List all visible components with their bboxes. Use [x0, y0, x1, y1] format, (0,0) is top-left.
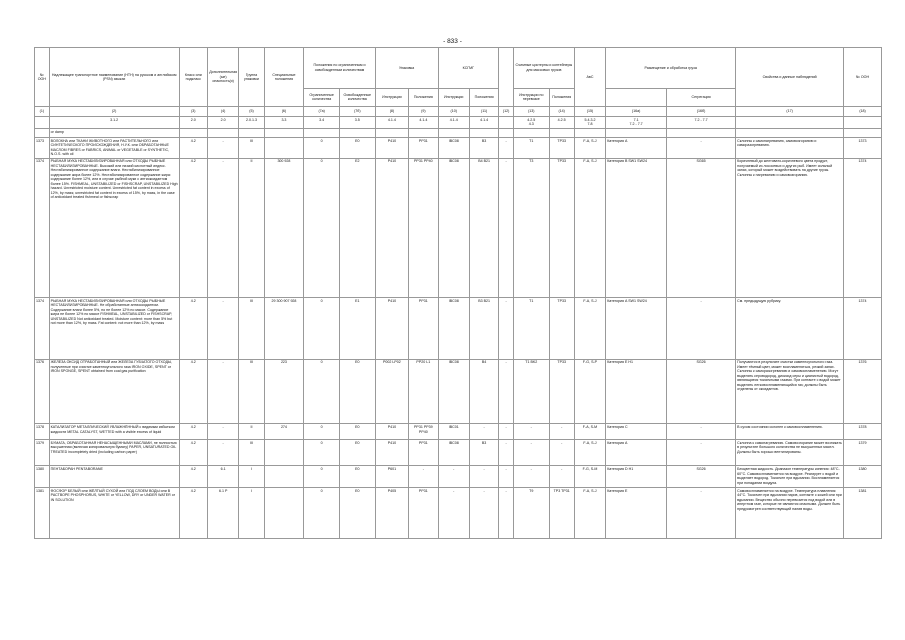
- cell-sub: 6.1 P: [207, 488, 238, 539]
- header-ibc: КСГМГ: [438, 48, 499, 89]
- cell-pi: P410: [375, 439, 409, 466]
- header-tanks: Съемные цистерны и контейнеры для массовых грузов: [513, 48, 574, 89]
- table-row: [35, 137, 882, 158]
- cell-sub: 6.1: [207, 466, 238, 488]
- cell-ems: F-A, S-J: [574, 158, 605, 298]
- col-num: (3): [179, 107, 207, 117]
- col-num: (10): [438, 107, 469, 117]
- cell-sub: -: [207, 158, 238, 298]
- header-name: Надлежащее транспортное наименование (НТН) на русском и английском (PSN) языках: [49, 48, 179, 107]
- cell-seg: -: [666, 298, 735, 360]
- cell-tp: TP33: [549, 137, 574, 158]
- cell-pi: [375, 129, 409, 138]
- cell-cls: 4.2: [179, 137, 207, 158]
- cell-prop: Склонны к самонагреванию, самовозгоранию и саморазогреванию.: [736, 137, 844, 158]
- cell-un2: [844, 129, 882, 138]
- cell-stow: Категория A: [606, 439, 667, 466]
- cell-ems: F-G, S-P: [574, 359, 605, 424]
- cell-sub: -: [207, 424, 238, 440]
- cell-name: РЫБНАЯ МУКА НЕСТАБИЛИЗИРОВАННАЯ или ОТХОДЫ РЫБНЫЕ НЕСТАБИЛИЗИРОВАННЫЕ. Высокий или низкий кислотный индекс. Нестабилизированное содержание влаги. Нестабилизированное содержание жира более 12%. Нестабилизированное содержание жира: содержание более 12%, или в случае рыбной муки с антиоксидантом более 15%. FISHMEAL, UNSTABILIZED or FISHSCRAP, UNSTABILIZED High hazard. Unrestricted moisture content. Unrestricted fat content in excess of 12%, by mass; unrestricted fat content in excess of 15%, by mass, in the case of antioxidant treated fishmeal or fishscrap: [49, 158, 179, 298]
- cell-eq: E0: [339, 439, 375, 466]
- cell-stow: Категория E: [606, 488, 667, 539]
- header-ibc-instructions: Инструкции: [438, 88, 469, 107]
- table-row: [35, 359, 882, 424]
- cell-un: 1381: [35, 488, 50, 539]
- cell-name: ВОЛОКНА или ТКАНИ ЖИВОТНОГО или РАСТИТЕЛЬНОГО или СИНТЕТИЧЕСКОГО ПРОИСХОЖДЕНИЯ, Н.У.К. или ОБРАБОТАННЫЕ МАСЛОМ FIBRES or FABRICS, ANIMAL or VEGETABLE or SYNTHETIC, N.O.S. with oil: [49, 137, 179, 158]
- header-stowage: Размещение и обработка груза: [606, 48, 736, 89]
- cell-ti: [513, 129, 549, 138]
- cell-sub: -: [207, 137, 238, 158]
- cell-ti: T3: [513, 158, 549, 298]
- cell-seg: -: [666, 439, 735, 466]
- cell-sp: [264, 466, 304, 488]
- cell-pi: P410: [375, 298, 409, 360]
- cell-pp: [409, 129, 438, 138]
- cell-sp: [264, 137, 304, 158]
- cell-seg: SG26: [666, 359, 735, 424]
- cell-un: [35, 129, 50, 138]
- table-row: [35, 424, 882, 440]
- ref-cell: 3.1.2: [49, 116, 179, 129]
- cell-lq: [304, 129, 340, 138]
- cell-ems: F-G, S-M: [574, 466, 605, 488]
- cell-ibci: IBC08: [438, 298, 469, 360]
- header-un-no-right: № ООН: [844, 48, 882, 107]
- cell-ems: F-A, S-J: [574, 137, 605, 158]
- column-numbers-row: [35, 107, 882, 117]
- cell-ibci: IBC08: [438, 439, 469, 466]
- cell-pi: P405: [375, 488, 409, 539]
- cell-c12: -: [499, 359, 514, 424]
- col-num: (18): [844, 107, 882, 117]
- table-row: [35, 129, 882, 138]
- cell-ibci: IBC08: [438, 137, 469, 158]
- cell-pp: PP31: [409, 298, 438, 360]
- ref-cell: 3.4: [304, 116, 340, 129]
- cell-un: 1378: [35, 424, 50, 440]
- cell-pi: P410: [375, 424, 409, 440]
- cell-ibcp: -: [469, 424, 498, 440]
- cell-cls: [179, 129, 207, 138]
- cell-tp: TP3 TP31: [549, 488, 574, 539]
- cell-un2: 1374: [844, 298, 882, 360]
- cell-seg: -: [666, 137, 735, 158]
- cell-tp: -: [549, 466, 574, 488]
- col-num: (4): [207, 107, 238, 117]
- cell-eq: E0: [339, 466, 375, 488]
- header-pack-instructions: Инструкции: [375, 88, 409, 107]
- cell-pg: III: [239, 298, 264, 360]
- cell-lq: 0: [304, 359, 340, 424]
- cell-stow: Категория A SW1 SW24: [606, 298, 667, 360]
- cell-seg: -: [666, 488, 735, 539]
- cell-c12: -: [499, 439, 514, 466]
- cell-lq: 0: [304, 439, 340, 466]
- cell-stow: Категория E H1: [606, 359, 667, 424]
- cell-pg: [239, 129, 264, 138]
- dangerous-goods-table: [34, 47, 882, 539]
- cell-prop: [736, 129, 844, 138]
- header-special-provisions: Специальные положения: [264, 48, 304, 107]
- ref-cell: 4.2.5: [549, 116, 574, 129]
- cell-ti: -: [513, 466, 549, 488]
- ref-cell: 4.1.4: [438, 116, 469, 129]
- cell-un2: 1379: [844, 439, 882, 466]
- col-num: (13): [513, 107, 549, 117]
- cell-sp: [264, 439, 304, 466]
- col-num: (15): [574, 107, 605, 117]
- cell-ti: T1: [513, 137, 549, 158]
- cell-pg: II: [239, 158, 264, 298]
- cell-c12: -: [499, 424, 514, 440]
- cell-pp: PP31 PP40: [409, 158, 438, 298]
- cell-cls: 4.2: [179, 466, 207, 488]
- ref-cell: 4.1.4: [409, 116, 438, 129]
- cell-prop: В сухом состоянии склонен к самовоспламенению.: [736, 424, 844, 440]
- ref-cell: 4.1.4: [375, 116, 409, 129]
- ref-cell: 7.1 7.2 - 7.7: [606, 116, 667, 129]
- page-number: - 833 -: [443, 38, 462, 45]
- cell-eq: E0: [339, 424, 375, 440]
- header-stowage-16a: [606, 88, 667, 107]
- header-packaging: Упаковка: [375, 48, 438, 89]
- cell-ibci: IBC01: [438, 424, 469, 440]
- cell-eq: E1: [339, 298, 375, 360]
- header-segregation: Сегрегация: [666, 88, 735, 107]
- cell-name: ЖЕЛЕЗА ОКСИД ОТРАБОТАННЫЙ или ЖЕЛЕЗА ГУБЧАТОГО ОТХОДЫ, полученные при очистке каменноугольного газа IRON OXIDE, SPENT or IRON SPONGE, SPENT obtained from coal gas purification: [49, 359, 179, 424]
- cell-pi: P002 LP02: [375, 359, 409, 424]
- cell-c12: -: [499, 466, 514, 488]
- header-ems: АвС: [574, 48, 605, 107]
- col-num: (16б): [666, 107, 735, 117]
- cell-cls: 4.2: [179, 158, 207, 298]
- cell-prop: Бесцветная жидкость. Диапазон температуры кипения: 48°C-60°C. Самовоспламеняется на воздухе. Реагирует с водой и выделяет водород. Токсичен при вдыхании. Воспламеняется при попадании воздуха.: [736, 466, 844, 488]
- ref-cell: 2.0: [207, 116, 238, 129]
- cell-c12: -: [499, 158, 514, 298]
- cell-un2: 1373: [844, 137, 882, 158]
- cell-pi: P410: [375, 137, 409, 158]
- header-pack-group: Группа упаковки: [239, 48, 264, 107]
- cell-eq: E0: [339, 359, 375, 424]
- col-num: (9): [409, 107, 438, 117]
- header-tank-provisions: Положения: [549, 88, 574, 107]
- col-num: (17): [736, 107, 844, 117]
- cell-ibci: IBC08: [438, 359, 469, 424]
- cell-lq: 0: [304, 158, 340, 298]
- header-properties: Свойства и данные наблюдений: [736, 48, 844, 107]
- cell-tp: [549, 129, 574, 138]
- cell-ibci: [438, 129, 469, 138]
- cell-pg: III: [239, 359, 264, 424]
- cell-ibcp: B3 B21: [469, 298, 498, 360]
- col-num: (11): [469, 107, 498, 117]
- col-num: (2): [49, 107, 179, 117]
- cell-name: БУМАГА, ОБРАБОТАННАЯ НЕНАСЫЩЕННЫМИ МАСЛАМИ, не полностью высушенная (включая копировальную бумагу) PAPER, UNSATURATED OIL TREATED incompletely dried (including carbon paper): [49, 439, 179, 466]
- cell-un: 1379: [35, 439, 50, 466]
- cell-pg: III: [239, 439, 264, 466]
- cell-un: 1374: [35, 158, 50, 298]
- cell-tp: -: [549, 424, 574, 440]
- cell-prop: Коричневый до желтовато-коричневого цвета продукт, получаемый из лососевых и других рыб. Имеет сильный запах, который может воздействовать на другие грузы. Склонны к нагреванию и самовозгоранию.: [736, 158, 844, 298]
- cell-sub: -: [207, 359, 238, 424]
- col-num: (7a): [304, 107, 340, 117]
- cell-prop: См. предыдущую рубрику.: [736, 298, 844, 360]
- ref-cell: 3.5: [339, 116, 375, 129]
- cell-name: КАТАЛИЗАТОР МЕТАЛЛИЧЕСКИЙ УВЛАЖНЁННЫЙ с видимым избытком жидкости METAL CATALYST, WETTED with a visible excess of liquid: [49, 424, 179, 440]
- cell-seg: [666, 129, 735, 138]
- cell-lq: 0: [304, 298, 340, 360]
- cell-prop: Склонна к самонагреванию. Самовозгорание может возникать в результате большого количества не высушенных масел. Должны быть хорошо вентилированы.: [736, 439, 844, 466]
- cell-sp: [264, 488, 304, 539]
- ref-cell: 7.2 - 7.7: [666, 116, 735, 129]
- cell-ti: -: [513, 424, 549, 440]
- col-num: (14): [549, 107, 574, 117]
- cell-cls: 4.2: [179, 424, 207, 440]
- cell-stow: Категория D H1: [606, 466, 667, 488]
- cell-pg: I: [239, 488, 264, 539]
- cell-cls: 4.2: [179, 488, 207, 539]
- ref-cell: 3.3: [264, 116, 304, 129]
- cell-ibci: -: [438, 466, 469, 488]
- cell-lq: 0: [304, 137, 340, 158]
- col-num: (1): [35, 107, 50, 117]
- header-ibc-provisions: Положения: [469, 88, 498, 107]
- cell-ti: T1 BK2: [513, 359, 549, 424]
- cell-ibcp: B4: [469, 359, 498, 424]
- cell-seg: SG65: [666, 158, 735, 298]
- cell-un: 1373: [35, 137, 50, 158]
- cell-ti: -: [513, 439, 549, 466]
- col-num: (7б): [339, 107, 375, 117]
- cell-stow: Категория A: [606, 137, 667, 158]
- cell-cls: 4.2: [179, 439, 207, 466]
- cell-lq: 0: [304, 424, 340, 440]
- cell-pi: P410: [375, 158, 409, 298]
- cell-seg: SG26: [666, 466, 735, 488]
- table-row: [35, 488, 882, 539]
- cell-ibcp: B3: [469, 439, 498, 466]
- cell-stow: Категория C: [606, 424, 667, 440]
- cell-stow: Категория B SW1 SW24: [606, 158, 667, 298]
- cell-name: ПЕНТАБОРАН PENTABORANE: [49, 466, 179, 488]
- cell-pp: PP31: [409, 439, 438, 466]
- cell-pg: I: [239, 466, 264, 488]
- cell-un2: 1381: [844, 488, 882, 539]
- col-num: (16a): [606, 107, 667, 117]
- cell-eq: E2: [339, 158, 375, 298]
- cell-eq: [339, 129, 375, 138]
- cell-prop: Получаются в результате очистки каменноугольного газа. Имеет тёмный цвет, может воспламеняться, резкий запах. Склонны к саморазогреванию и самовоспламенению. Могут выделять сероводород, диоксид серы и цианистый водород, являющиеся токсичными газами. При контакте с водой может выделять легковоспламеняющийся газ; должны быть отделены от оксидантов.: [736, 359, 844, 424]
- cell-ems: F-A, S-J: [574, 439, 605, 466]
- cell-name: ФОСФОР БЕЛЫЙ или ЖЁЛТЫЙ СУХОЙ или ПОД СЛОЕМ ВОДЫ или В РАСТВОРЕ PHOSPHORUS, WHITE or YELLOW, DRY or UNDER WATER or IN SOLUTION: [49, 488, 179, 539]
- cell-sp: 29 300 907 928: [264, 298, 304, 360]
- cell-un2: 1378: [844, 424, 882, 440]
- cell-ibcp: B4 B21: [469, 158, 498, 298]
- ref-cell: 2.0: [179, 116, 207, 129]
- cell-sub: -: [207, 298, 238, 360]
- header-extra-hazard: Дополнительная(ые) опасность(и): [207, 48, 238, 107]
- header-tank-instructions: Инструкции по перевозке: [513, 88, 549, 107]
- cell-un2: 1380: [844, 466, 882, 488]
- cell-cls: 4.2: [179, 298, 207, 360]
- cell-tp: TP33: [549, 158, 574, 298]
- cell-lq: 0: [304, 466, 340, 488]
- cell-name: or damp: [49, 129, 179, 138]
- cell-tp: TP33: [549, 359, 574, 424]
- cell-c12: -: [499, 298, 514, 360]
- cell-un2: 1376: [844, 359, 882, 424]
- cell-pp: PP20 L1: [409, 359, 438, 424]
- cell-un: 1374: [35, 298, 50, 360]
- header-excepted-qty: Освобожденные количества: [339, 88, 375, 107]
- cell-ibcp: [469, 129, 498, 138]
- cell-pp: PP31 PP39 PP40: [409, 424, 438, 440]
- cell-eq: E0: [339, 137, 375, 158]
- cell-ibci: IBC08: [438, 158, 469, 298]
- cell-sp: 300 928: [264, 158, 304, 298]
- cell-stow: [606, 129, 667, 138]
- cell-pp: -: [409, 466, 438, 488]
- cell-pg: II: [239, 424, 264, 440]
- table-row: [35, 466, 882, 488]
- cell-sp: 223: [264, 359, 304, 424]
- cell-un2: 1374: [844, 158, 882, 298]
- cell-tp: -: [549, 439, 574, 466]
- cell-c12: -: [499, 488, 514, 539]
- cell-ems: F-A, S-J: [574, 488, 605, 539]
- cell-c12: -: [499, 137, 514, 158]
- cell-sp: 274: [264, 424, 304, 440]
- cell-pp: PP31: [409, 137, 438, 158]
- cell-sub: [207, 129, 238, 138]
- ref-cell: 4.1.4: [469, 116, 498, 129]
- cell-ems: F-A, S-J: [574, 298, 605, 360]
- header-limited-qty: Ограниченные количества: [304, 88, 340, 107]
- table-row: [35, 298, 882, 360]
- cell-cls: 4.2: [179, 359, 207, 424]
- cell-seg: -: [666, 424, 735, 440]
- cell-ibci: -: [438, 488, 469, 539]
- col-num: (5): [239, 107, 264, 117]
- ref-cell: 4.2.5 4.3: [513, 116, 549, 129]
- col-num: (8): [375, 107, 409, 117]
- cell-sp: [264, 129, 304, 138]
- cell-ems: F-A, S-M: [574, 424, 605, 440]
- cell-ems: [574, 129, 605, 138]
- cell-ti: T9: [513, 488, 549, 539]
- table-body: [35, 129, 882, 538]
- cell-pi: P601: [375, 466, 409, 488]
- cell-ibcp: B3: [469, 137, 498, 158]
- cell-name: РЫБНАЯ МУКА НЕСТАБИЛИЗИРОВАННАЯ или ОТХОДЫ РЫБНЫЕ НЕСТАБИЛИЗИРОВАННЫЕ. Не обработанные антиоксидантом. Содержание влаги более 5%, но не более 12% по массе. Содержание жира не более 12% по массе FISHMEAL, UNSTABILIZED or FISHSCRAP, UNSTABILIZED Not antioxidant treated. Moisture content: more than 5% but not more than 12%, by mass. Fat content: not more than 12%, by mass: [49, 298, 179, 360]
- cell-lq: 0: [304, 488, 340, 539]
- cell-ibcp: -: [469, 466, 498, 488]
- cell-c12: [499, 129, 514, 138]
- cell-un: 1380: [35, 466, 50, 488]
- table-row: [35, 158, 882, 298]
- header-limited-excepted: Положения по ограниченным и освобожденным количествам: [304, 48, 375, 89]
- ref-cell: 2.0.1.3: [239, 116, 264, 129]
- reference-row: [35, 116, 882, 129]
- header-pack-provisions: Положения: [409, 88, 438, 107]
- header-c12: [499, 48, 514, 107]
- table-row: [35, 439, 882, 466]
- header-class: Класс или подкласс: [179, 48, 207, 107]
- cell-pp: PP31: [409, 488, 438, 539]
- cell-tp: TP33: [549, 298, 574, 360]
- col-num: (12): [499, 107, 514, 117]
- cell-un: 1376: [35, 359, 50, 424]
- cell-ti: T1: [513, 298, 549, 360]
- ref-cell: 5.4.3.2 7.8: [574, 116, 605, 129]
- cell-sub: -: [207, 439, 238, 466]
- cell-ibcp: -: [469, 488, 498, 539]
- header-un-no: № ООН: [35, 48, 50, 107]
- cell-pg: III: [239, 137, 264, 158]
- cell-eq: E0: [339, 488, 375, 539]
- cell-prop: Самовоспламеняется на воздухе. Температура плавления: 44°C. Токсичен при вдыхании паров, контакте с кожей или при вдыхании. Вещество обычно перевозится под водой или в инертном газе, которые не являются опасными. Должен быть предусмотрен соответствующий налив воды.: [736, 488, 844, 539]
- col-num: (6): [264, 107, 304, 117]
